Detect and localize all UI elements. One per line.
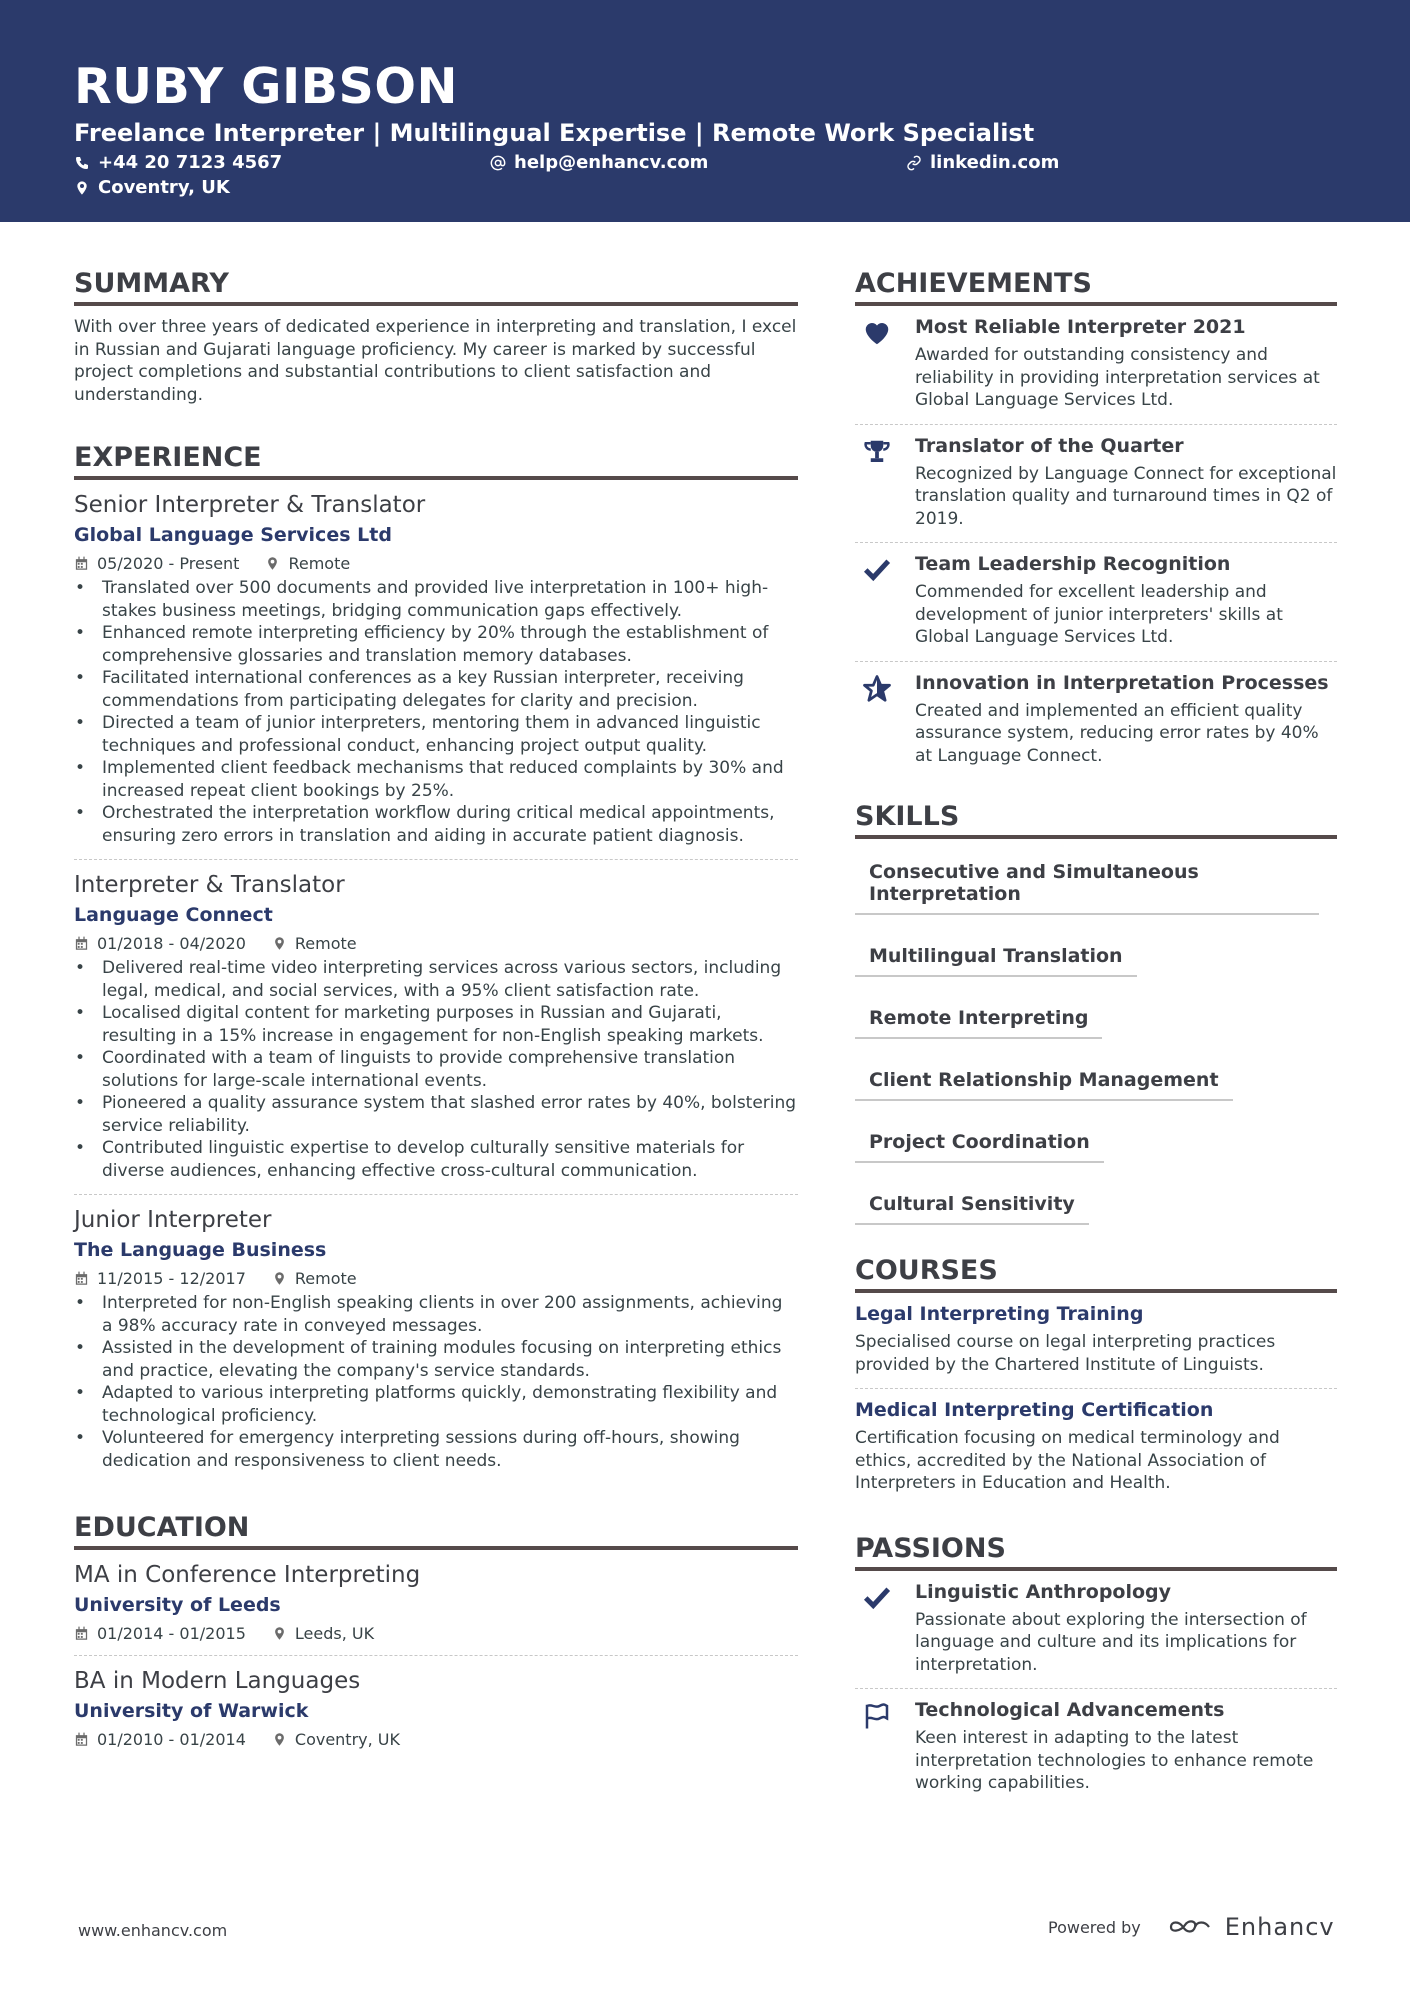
location-pin-icon (272, 1271, 287, 1286)
passion-desc: Keen interest in adapting to the latest interpretation technologies to enhance remote working capabilities. (915, 1728, 1314, 1793)
achievement-title: Innovation in Interpretation Processes (915, 671, 1329, 694)
education-meta (74, 1624, 798, 1643)
courses-section (855, 1255, 1337, 1507)
experience-heading: EXPERIENCE (74, 442, 798, 480)
star-icon (862, 674, 892, 704)
skills-section (855, 801, 1337, 1241)
enhancv-logo[interactable] (1167, 1913, 1335, 1941)
achievements-heading: ACHIEVEMENTS (855, 268, 1337, 306)
bullet-item: • Coordinated with a team of linguists to provide comprehensive translation solutions for large-scale international events. (74, 1047, 798, 1092)
location-pin-icon (272, 1626, 287, 1641)
location-text: Coventry, UK (98, 177, 230, 198)
skills-heading: SKILLS (855, 801, 1337, 839)
job-title: Senior Interpreter & Translator (74, 492, 426, 518)
passion-desc: Passionate about exploring the intersection of language and culture and its implications for interpretation. (915, 1609, 1307, 1675)
job-dates: 11/2015 - 12/2017 (97, 1269, 246, 1288)
bullet-item: • Interpreted for non-English speaking clients in over 200 assignments, achieving a 98% accuracy rate in conveyed messages. (74, 1292, 798, 1337)
achievement-item (855, 425, 1337, 544)
job-bullets (74, 957, 798, 1182)
degree-title: BA in Modern Languages (74, 1668, 361, 1694)
job-dates: 01/2018 - 04/2020 (97, 934, 246, 953)
footer-website[interactable]: www.enhancv.com (78, 1921, 228, 1940)
heart-icon (862, 318, 892, 348)
education-entry (74, 1668, 798, 1761)
experience-entry (74, 872, 798, 1195)
passion-title: Linguistic Anthropology (915, 1580, 1172, 1603)
summary-section (74, 268, 798, 406)
summary-heading: SUMMARY (74, 268, 798, 306)
job-meta (74, 934, 798, 953)
email-text: help@enhancv.com (514, 152, 709, 173)
passion-title: Technological Advancements (915, 1699, 1225, 1721)
course-item (855, 1389, 1337, 1507)
bullet-item: • Orchestrated the interpretation workflow during critical medical appointments, ensuring zero errors in translation and aiding in accurate patient diagnosis. (74, 802, 798, 847)
check-icon (862, 1583, 892, 1613)
bullet-item: • Delivered real-time video interpreting services across various sectors, including legal, medical, and social services, with a 95% client satisfaction rate. (74, 957, 798, 1002)
passions-heading: PASSIONS (855, 1533, 1337, 1571)
location-pin-icon (265, 556, 280, 571)
education-section (74, 1512, 798, 1761)
degree-title: MA in Conference Interpreting (74, 1562, 421, 1588)
job-dates: 05/2020 - Present (97, 554, 240, 573)
skill-tag: Cultural Sensitivity (855, 1179, 1089, 1225)
right-column (855, 268, 1337, 1807)
bullet-item: • Enhanced remote interpreting efficiency by 20% through the establishment of comprehensive glossaries and translation memory databases. (74, 622, 798, 667)
footer-powered (1048, 1913, 1335, 1941)
achievement-item (855, 662, 1337, 780)
courses-heading: COURSES (855, 1255, 1337, 1293)
achievement-desc: Commended for excellent leadership and development of junior interpreters' skills at Global Language Services Ltd. (915, 582, 1283, 647)
education-location: Leeds, UK (294, 1624, 375, 1643)
calendar-icon (74, 1626, 89, 1641)
contact-location (74, 177, 230, 198)
calendar-icon (74, 1271, 89, 1286)
education-dates: 01/2010 - 01/2014 (97, 1730, 246, 1749)
calendar-icon (74, 556, 89, 571)
contact-phone (74, 152, 282, 173)
job-meta (74, 554, 798, 573)
contact-email[interactable] (490, 152, 708, 173)
bullet-item: • Directed a team of junior interpreters, mentoring them in advanced linguistic techniques and professional conduct, enhancing project output quality. (74, 712, 798, 757)
left-column (74, 268, 798, 1761)
passion-item (855, 1571, 1337, 1690)
summary-text: With over three years of dedicated experience in interpreting and translation, I excel in Russian and Gujarati language proficiency. My career is marked by successful project completions and substantial contributions to client satisfaction and understanding. (74, 317, 797, 405)
skills-list (855, 847, 1337, 1241)
phone-text: +44 20 7123 4567 (98, 152, 283, 173)
bullet-item: • Localised digital content for marketing purposes in Russian and Gujarati, resulting in a 15% increase in engagement for non-English speaking markets. (74, 1002, 798, 1047)
location-pin-icon (272, 936, 287, 951)
linkedin-text: linkedin.com (930, 152, 1060, 173)
bullet-item: • Assisted in the development of training modules focusing on interpreting ethics and practice, elevating the company's service standards. (74, 1337, 798, 1382)
at-icon (490, 155, 506, 171)
passion-item (855, 1689, 1337, 1807)
achievement-item (855, 306, 1337, 425)
achievement-title: Most Reliable Interpreter 2021 (915, 316, 1246, 338)
bullet-item: • Adapted to various interpreting platforms quickly, demonstrating flexibility and technological proficiency. (74, 1382, 798, 1427)
skill-tag: Client Relationship Management (855, 1055, 1233, 1101)
location-pin-icon (74, 180, 90, 196)
job-meta (74, 1269, 798, 1288)
achievement-desc: Awarded for outstanding consistency and reliability in providing interpretation services at Global Language Services Ltd. (915, 345, 1320, 410)
job-location: Remote (294, 1269, 357, 1288)
brand-name: Enhancv (1224, 1913, 1335, 1941)
school-name: University of Warwick (74, 1700, 309, 1722)
experience-entry (74, 1207, 798, 1484)
trophy-icon (862, 437, 892, 467)
job-bullets (74, 1292, 798, 1472)
calendar-icon (74, 936, 89, 951)
experience-section (74, 442, 798, 1484)
bullet-item: • Contributed linguistic expertise to develop culturally sensitive materials for diverse audiences, enhancing effective cross-cultural communication. (74, 1137, 798, 1182)
achievement-title: Translator of the Quarter (915, 434, 1184, 457)
calendar-icon (74, 1732, 89, 1747)
link-icon (906, 155, 922, 171)
education-dates: 01/2014 - 01/2015 (97, 1624, 246, 1643)
phone-icon (74, 155, 90, 171)
candidate-headline: Freelance Interpreter | Multilingual Expertise | Remote Work Specialist (74, 119, 1035, 147)
company-name: The Language Business (74, 1239, 327, 1261)
education-location: Coventry, UK (294, 1730, 400, 1749)
bullet-item: • Pioneered a quality assurance system that slashed error rates by 40%, bolstering service reliability. (74, 1092, 798, 1137)
course-desc: Specialised course on legal interpreting practices provided by the Chartered Institute of Linguists. (855, 1332, 1276, 1375)
skill-tag: Consecutive and Simultaneous Interpretation (855, 847, 1319, 915)
school-name: University of Leeds (74, 1594, 281, 1616)
contact-linkedin[interactable] (906, 152, 1059, 173)
candidate-name: RUBY GIBSON (74, 58, 458, 115)
education-entry (74, 1562, 798, 1656)
bullet-item: • Facilitated international conferences as a key Russian interpreter, receiving commendations from participating delegates for clarity and precision. (74, 667, 798, 712)
job-title: Interpreter & Translator (74, 872, 345, 898)
achievement-item (855, 543, 1337, 662)
bullet-item: • Translated over 500 documents and provided live interpretation in 100+ high-stakes business meetings, bridging communication gaps effectively. (74, 577, 798, 622)
powered-by-text: Powered by (1048, 1917, 1141, 1937)
course-item (855, 1293, 1337, 1389)
skill-tag: Remote Interpreting (855, 993, 1102, 1039)
achievements-section (855, 268, 1337, 779)
job-bullets (74, 577, 798, 847)
job-title: Junior Interpreter (74, 1207, 272, 1233)
bullet-item: • Volunteered for emergency interpreting sessions during off-hours, showing dedication and responsiveness to client needs. (74, 1427, 798, 1472)
experience-entry (74, 492, 798, 860)
education-heading: EDUCATION (74, 1512, 798, 1550)
location-pin-icon (272, 1732, 287, 1747)
bullet-item: • Implemented client feedback mechanisms that reduced complaints by 30% and increased repeat client bookings by 25%. (74, 757, 798, 802)
course-title: Medical Interpreting Certification (855, 1399, 1214, 1421)
company-name: Language Connect (74, 904, 273, 926)
resume-header (0, 0, 1410, 222)
course-desc: Certification focusing on medical terminology and ethics, accredited by the National Association of Interpreters in Education and Health. (855, 1428, 1280, 1493)
job-location: Remote (294, 934, 357, 953)
achievement-title: Team Leadership Recognition (915, 553, 1231, 575)
enhancv-logo-icon (1167, 1914, 1215, 1940)
achievement-desc: Recognized by Language Connect for exceptional translation quality and turnaround times in Q2 of 2019. (915, 463, 1337, 529)
course-title: Legal Interpreting Training (855, 1303, 1144, 1325)
flag-icon (862, 1701, 892, 1731)
company-name: Global Language Services Ltd (74, 524, 392, 546)
skill-tag: Project Coordination (855, 1117, 1104, 1163)
passions-section (855, 1533, 1337, 1807)
skill-tag: Multilingual Translation (855, 931, 1137, 977)
achievement-desc: Created and implemented an efficient quality assurance system, reducing error rates by 40% at Language Connect. (915, 700, 1319, 766)
job-location: Remote (288, 554, 351, 573)
education-meta (74, 1730, 798, 1749)
check-icon (862, 555, 892, 585)
